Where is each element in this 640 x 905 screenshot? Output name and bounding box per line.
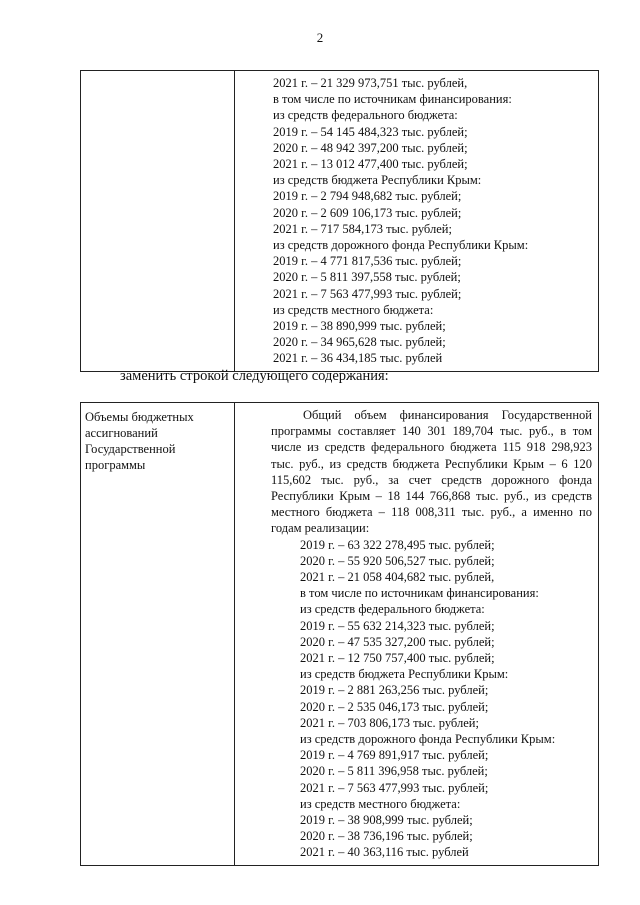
funding-line: 2020 г. – 2 535 046,173 тыс. рублей; (300, 699, 489, 714)
funding-line: из средств федерального бюджета: (273, 108, 458, 123)
funding-line: 2021 г. – 36 434,185 тыс. рублей (273, 351, 443, 366)
funding-line: 2020 г. – 5 811 396,958 тыс. рублей; (300, 764, 488, 779)
page-number: 2 (316, 30, 324, 45)
replace-instruction: заменить строкой следующего содержания: (120, 368, 389, 384)
label-cell-empty (81, 71, 235, 372)
funding-line: 2020 г. – 34 965,628 тыс. рублей; (273, 335, 446, 350)
total-paragraph: Общий объем финансирования Государственной программы составляет 140 301 189,704 тыс. руб., в том числе из средств федерального бюджета 115 918 298,923 тыс. руб., из средств бюджета Республики Крым – 6 120 115,602 тыс. руб., за счет средств дорожного фонда Республики Крым – 18 144 766,868 тыс. руб., из средств местного бюджета – 118 008,311 тыс. руб., а именно по годам реализации: (271, 408, 592, 536)
budget-label: Объемы бюджетных ассигнований Государственной программы (85, 410, 194, 472)
funding-line: из средств местного бюджета: (273, 302, 434, 317)
funding-line: 2021 г. – 21 058 404,682 тыс. рублей, (300, 570, 495, 585)
funding-line: из средств бюджета Республики Крым: (273, 173, 482, 188)
funding-line: 2020 г. – 2 609 106,173 тыс. рублей; (273, 205, 462, 220)
funding-line: 2020 г. – 5 811 397,558 тыс. рублей; (273, 270, 461, 285)
funding-line: 2019 г. – 38 908,999 тыс. рублей; (300, 813, 473, 828)
funding-line: 2021 г. – 13 012 477,400 тыс. рублей; (273, 157, 468, 172)
funding-line: 2021 г. – 717 584,173 тыс. рублей; (273, 221, 452, 236)
funding-line: из средств дорожного фонда Республики Крым: (300, 732, 556, 747)
funding-line: 2021 г. – 21 329 973,751 тыс. рублей, (273, 76, 468, 90)
funding-line: 2020 г. – 38 736,196 тыс. рублей; (300, 829, 473, 844)
funding-line: из средств бюджета Республики Крым: (300, 667, 509, 682)
new-lines (235, 537, 598, 865)
funding-line: 2021 г. – 7 563 477,993 тыс. рублей; (300, 780, 489, 795)
funding-line: 2021 г. – 7 563 477,993 тыс. рублей; (273, 286, 462, 301)
funding-line: из средств дорожного фонда Республики Крым: (273, 238, 529, 253)
funding-line: в том числе по источникам финансирования: (273, 92, 512, 107)
funding-line: из средств федерального бюджета: (300, 602, 485, 617)
funding-line: 2019 г. – 2 881 263,256 тыс. рублей; (300, 683, 489, 698)
funding-line: 2019 г. – 55 632 214,323 тыс. рублей; (300, 618, 495, 633)
funding-line: 2020 г. – 47 535 327,200 тыс. рублей; (300, 634, 495, 649)
funding-line: 2021 г. – 12 750 757,400 тыс. рублей; (300, 651, 495, 666)
funding-line: в том числе по источникам финансирования: (300, 586, 539, 601)
funding-line: 2019 г. – 38 890,999 тыс. рублей; (273, 319, 446, 334)
funding-line: 2019 г. – 4 769 891,917 тыс. рублей; (300, 748, 489, 763)
funding-line: 2019 г. – 4 771 817,536 тыс. рублей; (273, 254, 462, 269)
funding-line: 2019 г. – 2 794 948,682 тыс. рублей; (273, 189, 462, 204)
funding-cell-new (235, 403, 599, 866)
funding-line: 2019 г. – 63 322 278,495 тыс. рублей; (300, 537, 495, 552)
funding-cell-old (235, 71, 599, 372)
label-cell (81, 403, 235, 866)
funding-line: 2019 г. – 54 145 484,323 тыс. рублей; (273, 124, 468, 139)
funding-line: 2020 г. – 48 942 397,200 тыс. рублей; (273, 140, 468, 155)
old-lines (235, 71, 598, 371)
funding-table-new (80, 402, 599, 866)
funding-line: 2020 г. – 55 920 506,527 тыс. рублей; (300, 553, 495, 568)
funding-line: 2021 г. – 703 806,173 тыс. рублей; (300, 715, 479, 730)
funding-line: 2021 г. – 40 363,116 тыс. рублей (300, 845, 469, 860)
funding-line: из средств местного бюджета: (300, 796, 461, 811)
funding-table-old (80, 70, 599, 372)
